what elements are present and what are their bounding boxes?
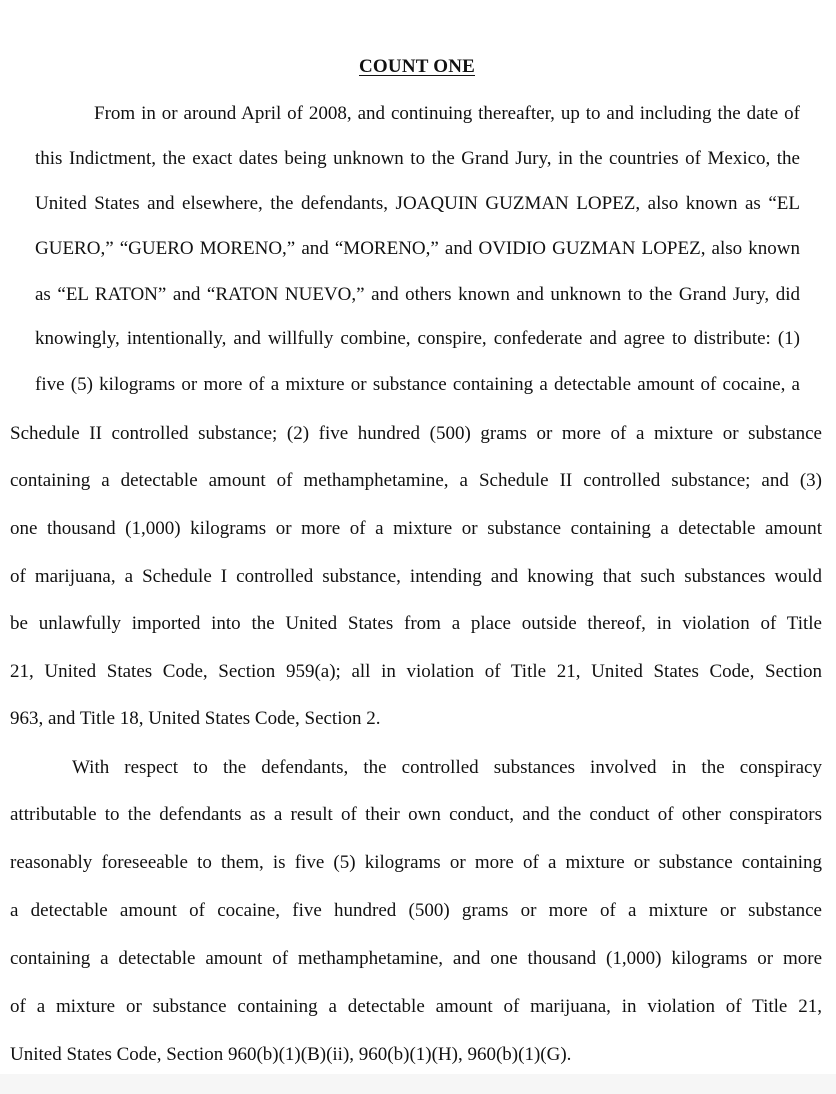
paragraph1-line: From in or around April of 2008, and continuing thereafter, up to and including the date of bbox=[94, 103, 800, 124]
paragraph1-line: as “EL RATON” and “RATON NUEVO,” and others known and unknown to the Grand Jury, did bbox=[35, 284, 800, 305]
paragraph2-line: With respect to the defendants, the controlled substances involved in the conspiracy bbox=[72, 757, 822, 778]
paragraph1-line: containing a detectable amount of methamphetamine, a Schedule II controlled substance; and (3) bbox=[10, 470, 822, 491]
paragraph1-line: knowingly, intentionally, and willfully combine, conspire, confederate and agree to distribute: (1) bbox=[35, 328, 800, 349]
paragraph1-line: be unlawfully imported into the United States from a place outside thereof, in violation of Title bbox=[10, 613, 822, 634]
paragraph2-line: United States Code, Section 960(b)(1)(B)(ii), 960(b)(1)(H), 960(b)(1)(G). bbox=[10, 1044, 572, 1065]
paragraph1-line: 21, United States Code, Section 959(a); all in violation of Title 21, United States Code, Section bbox=[10, 661, 822, 682]
paragraph2-line: of a mixture or substance containing a detectable amount of marijuana, in violation of Title 21, bbox=[10, 996, 822, 1017]
paragraph1-line: five (5) kilograms or more of a mixture or substance containing a detectable amount of cocaine, a bbox=[35, 374, 800, 395]
paragraph1-line: of marijuana, a Schedule I controlled substance, intending and knowing that such substances would bbox=[10, 566, 822, 587]
paragraph2-line: attributable to the defendants as a result of their own conduct, and the conduct of other conspirators bbox=[10, 804, 822, 825]
count-heading: COUNT ONE bbox=[359, 56, 475, 77]
paragraph1-line: GUERO,” “GUERO MORENO,” and “MORENO,” and OVIDIO GUZMAN LOPEZ, also known bbox=[35, 238, 800, 259]
paragraph1-line: 963, and Title 18, United States Code, Section 2. bbox=[10, 708, 381, 729]
paragraph2-line: a detectable amount of cocaine, five hundred (500) grams or more of a mixture or substance bbox=[10, 900, 822, 921]
paragraph1-line: Schedule II controlled substance; (2) five hundred (500) grams or more of a mixture or substance bbox=[10, 423, 822, 444]
paragraph2-line: containing a detectable amount of methamphetamine, and one thousand (1,000) kilograms or more bbox=[10, 948, 822, 969]
paragraph1-line: this Indictment, the exact dates being unknown to the Grand Jury, in the countries of Mexico, the bbox=[35, 148, 800, 169]
paragraph2-line: reasonably foreseeable to them, is five (5) kilograms or more of a mixture or substance containing bbox=[10, 852, 822, 873]
paragraph1-line: one thousand (1,000) kilograms or more of a mixture or substance containing a detectable amount bbox=[10, 518, 822, 539]
paragraph1-line: United States and elsewhere, the defendants, JOAQUIN GUZMAN LOPEZ, also known as “EL bbox=[35, 193, 800, 214]
page-bottom-margin bbox=[0, 1074, 836, 1094]
